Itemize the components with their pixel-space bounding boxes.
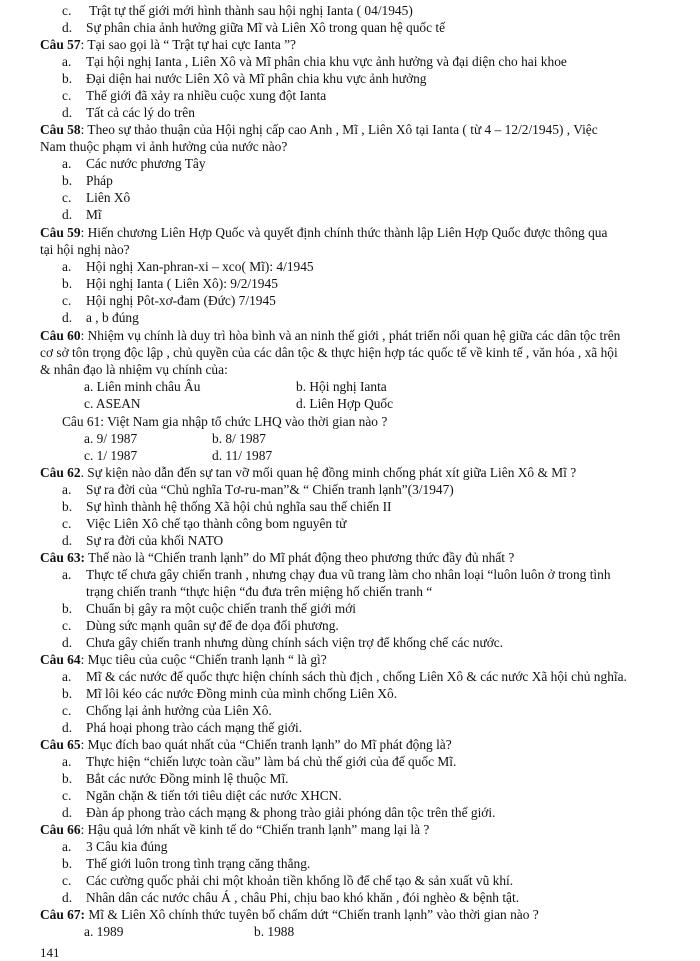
- question-59: Câu 59: Hiến chương Liên Hợp Quốc và quyết định chính thức thành lập Liên Hợp Quốc được thông qua: [40, 225, 608, 240]
- option-d: d. Sự ra đời của khối NATO: [62, 533, 224, 548]
- question-63: Câu 63: Thế nào là “Chiến tranh lạnh” do Mĩ phát động theo phương thức đầy đủ nhất ?: [40, 550, 515, 565]
- option-b: b. 8/ 1987: [212, 431, 266, 446]
- question-64: Câu 64: Mục tiêu của cuộc “Chiến tranh lạnh “ là gì?: [40, 652, 327, 667]
- option-b: b. Pháp: [62, 173, 113, 188]
- option-c: c. Hội nghị Pôt-xơ-đam (Đức) 7/1945: [62, 293, 276, 308]
- option-d: d. Tất cả các lý do trên: [62, 105, 195, 120]
- option-b: b. Bắt các nước Đồng minh lệ thuộc Mĩ.: [62, 771, 289, 786]
- option-b: b. Hội nghị Ianta ( Liên Xô): 9/2/1945: [62, 276, 278, 291]
- option-d: d. Chưa gây chiến tranh nhưng dùng chính sách viện trợ để khống chế các nước.: [62, 635, 504, 650]
- option-b: b. Sự hình thành hệ thống Xã hội chủ nghĩa sau thế chiến II: [62, 499, 392, 514]
- question-62: Câu 62. Sự kiện nào dẫn đến sự tan vỡ mối quan hệ đồng minh chống phát xít giữa Liên Xô & Mĩ ?: [40, 465, 577, 480]
- option-a: a. Các nước phương Tây: [62, 156, 206, 171]
- question-58-cont: Nam thuộc phạm vi ảnh hưởng của nước nào?: [40, 139, 288, 154]
- option-a: a. Mĩ & các nước đế quốc thực hiện chính sách thù địch , chống Liên Xô & các nước Xã hội chủ nghĩa.: [62, 669, 627, 684]
- option-d: d. Phá hoại phong trào cách mạng thế giới.: [62, 720, 303, 735]
- option-d: d. Nhân dân các nước châu Á , châu Phi, chịu bao khó khăn , đói nghèo & bệnh tật.: [62, 890, 520, 905]
- option-a: a. 9/ 1987: [84, 431, 138, 446]
- option-c: c. Liên Xô: [62, 190, 131, 205]
- option-d: d. Mĩ: [62, 207, 102, 222]
- question-61: Câu 61: Việt Nam gia nhập tổ chức LHQ vào thời gian nào ?: [62, 414, 388, 429]
- option-c: c. Trật tự thế giới mới hình thành sau hội nghị Ianta ( 04/1945): [62, 3, 413, 18]
- option-a: a. Hội nghị Xan-phran-xi – xco( Mĩ): 4/1945: [62, 259, 314, 274]
- option-c: c. Việc Liên Xô chế tạo thành công bom nguyên tử: [62, 516, 347, 531]
- option-c: c. Các cường quốc phải chi một khoản tiền khổng lồ để chế tạo & sản xuất vũ khí.: [62, 873, 514, 888]
- option-c: c. Chống lại ảnh hưởng của Liên Xô.: [62, 703, 272, 718]
- option-a: a. Liên minh châu Âu: [84, 379, 201, 394]
- option-d: d. 11/ 1987: [212, 448, 273, 463]
- option-c: c. Ngăn chặn & tiến tới tiêu diệt các nước XHCN.: [62, 788, 342, 803]
- option-a: a. 1989: [84, 924, 124, 939]
- option-b: b. Đại diện hai nước Liên Xô và Mĩ phân chia khu vực ảnh hưởng: [62, 71, 427, 86]
- option-b: b. Thế giới luôn trong tình trạng căng thẳng.: [62, 856, 311, 871]
- question-66: Câu 66: Hậu quả lớn nhất về kinh tế do “Chiến tranh lạnh” mang lại là ?: [40, 822, 430, 837]
- option-b: b. Mĩ lôi kéo các nước Đồng minh của mình chống Liên Xô.: [62, 686, 398, 701]
- option-a: a. Thực tế chưa gây chiến tranh , nhưng chạy đua vũ trang làm cho nhân loại “luôn luôn ở trong tình: [62, 567, 611, 582]
- question-58: Câu 58: Theo sự thảo thuận của Hội nghị cấp cao Anh , Mĩ , Liên Xô tại Ianta ( từ 4 – 12/2/1945) , Việc: [40, 122, 598, 137]
- option-d: d. Liên Hợp Quốc: [296, 396, 394, 411]
- option-d: d. a , b đúng: [62, 310, 139, 325]
- question-60-cont: cơ sở tôn trọng độc lập , chủ quyền của các dân tộc & thực hiện hợp tác quốc tế về kinh tế , văn hóa , xã hội: [40, 345, 618, 360]
- option-b: b. Hội nghị Ianta: [296, 379, 387, 394]
- option-c: c. 1/ 1987: [84, 448, 138, 463]
- option-d: d. Đàn áp phong trào cách mạng & phong trào giải phóng dân tộc trên thế giới.: [62, 805, 496, 820]
- option-c: c. Thế giới đã xảy ra nhiều cuộc xung đột Ianta: [62, 88, 327, 103]
- question-57: Câu 57: Tại sao gọi là “ Trật tự hai cực Ianta ”?: [40, 37, 296, 52]
- question-60: Câu 60: Nhiệm vụ chính là duy trì hòa bình và an ninh thế giới , phát triển nối quan hệ giữa các dân tộc trên: [40, 328, 621, 343]
- option-d: d. Sự phân chia ảnh hưởng giữa Mĩ và Liên Xô trong quan hệ quốc tế: [62, 20, 446, 35]
- option-a: a. Tại hội nghị Ianta , Liên Xô và Mĩ phân chia khu vực ảnh hưởng và đại diện cho hai khoe: [62, 54, 567, 69]
- question-67: Câu 67: Mĩ & Liên Xô chính thức tuyên bố chấm dứt “Chiến tranh lạnh” vào thời gian nào ?: [40, 907, 539, 922]
- option-a: a. 3 Câu kia đúng: [62, 839, 168, 854]
- option-a: a. Thực hiện “chiến lược toàn cầu” làm bá chủ thế giới của đế quốc Mĩ.: [62, 754, 457, 769]
- question-60-cont: & nhân đạo là nhiệm vụ chính của:: [40, 362, 228, 377]
- question-65: Câu 65: Mục đích bao quát nhất của “Chiến tranh lạnh” do Mĩ phát động là?: [40, 737, 452, 752]
- option-c: c. Dùng sức mạnh quân sự để đe dọa đối phương.: [62, 618, 339, 633]
- option-b: b. Chuẩn bị gây ra một cuộc chiến tranh thế giới mới: [62, 601, 357, 616]
- question-59-cont: tại hội nghị nào?: [40, 242, 130, 257]
- page-number: 141: [40, 945, 60, 960]
- option-a: a. Sự ra đời của “Chủ nghĩa Tơ-ru-man”& “ Chiến tranh lạnh”(3/1947): [62, 482, 454, 497]
- option-a-cont: trạng chiến tranh “thực hiện “đu đưa trên miệng hố chiến tranh “: [86, 584, 433, 599]
- option-b: b. 1988: [254, 924, 295, 939]
- option-c: c. ASEAN: [84, 396, 141, 411]
